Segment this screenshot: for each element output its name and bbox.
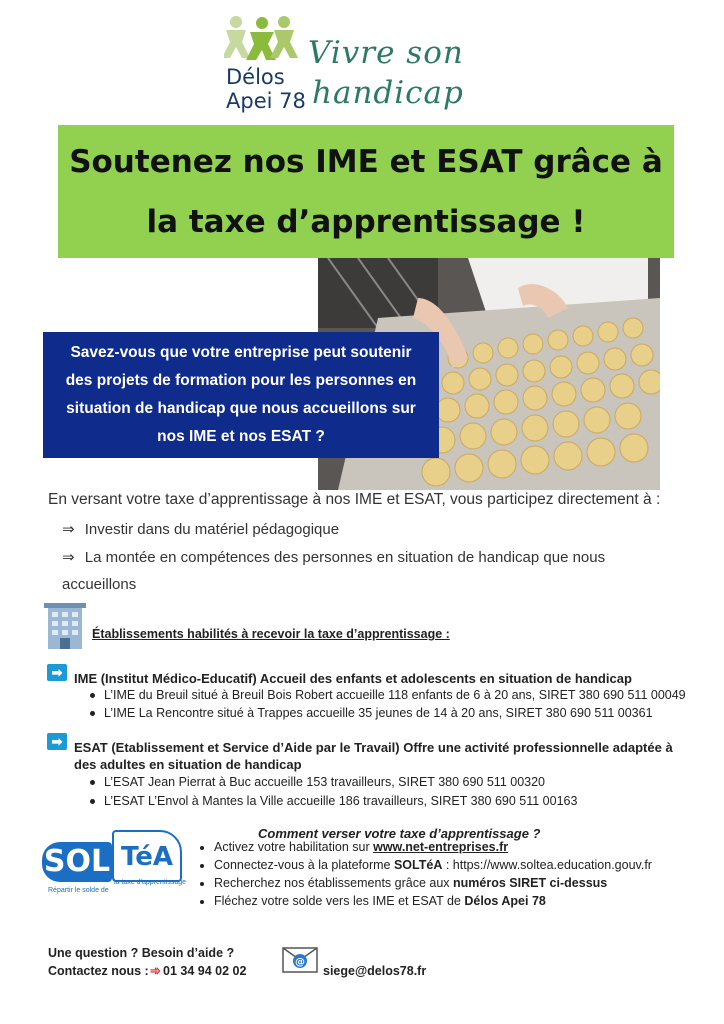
intro-item-text: Investir dans du matériel pédagogique (84, 521, 340, 538)
step-text: : https://www.soltea.education.gouv.fr (442, 858, 652, 872)
headline-line2: la taxe d’apprentissage ! (146, 203, 586, 240)
headline-banner (58, 125, 674, 258)
svg-text:@: @ (295, 957, 305, 968)
establishments-title: Établissements habilités à recevoir la taxe d’apprentissage : (92, 627, 450, 641)
ime-item-text: L’IME La Rencontre situé à Trappes accueille 35 jeunes de 14 à 20 ans, SIRET 380 690 511 00361 (104, 706, 653, 720)
logo-tagline-line1: Vivre son (308, 35, 464, 71)
intro-item-text: La montée en compétences des personnes en situation de handicap que nous (84, 549, 606, 566)
how-to-title: Comment verser votre taxe d’apprentissage ? (258, 826, 541, 841)
question-line: nos IME et nos ESAT ? (157, 428, 325, 445)
footer-question: Une question ? Besoin d’aide ? (48, 946, 235, 960)
phone-number[interactable]: 01 34 94 02 02 (163, 964, 247, 978)
ime-title: IME (Institut Médico-Educatif) Accueil des enfants et adolescents en situation de handicap (74, 671, 632, 686)
esat-item (90, 792, 577, 811)
step-text: Activez votre habilitation sur (214, 840, 374, 854)
bullet (90, 780, 95, 785)
email-address[interactable]: siege@delos78.fr (323, 964, 427, 978)
arrow-right-icon: ➡ (47, 664, 67, 681)
esat-item-text: L’ESAT L’Envol à Mantes la Ville accueille 186 travailleurs, SIRET 380 690 511 00163 (104, 794, 578, 808)
intro-text: En versant votre taxe d’apprentissage à nos IME et ESAT, vous participez directement à : (48, 491, 661, 508)
soltea-left-text: SOL (42, 842, 112, 882)
arrow-right-icon: ➡ (47, 733, 67, 750)
people-figures-icon (224, 14, 304, 64)
phone-icon: ➾ (150, 963, 161, 978)
soltea-right-text: TéA (112, 830, 182, 882)
net-entreprises-link[interactable]: www.net-entreprises.fr (373, 840, 509, 854)
delos-logo (224, 14, 494, 126)
soltea-caption-left: Répartir le solde de (48, 887, 109, 894)
step-text: Fléchez votre solde vers les IME et ESAT de (214, 894, 465, 908)
logo-tagline-line2: handicap (312, 75, 464, 111)
implies-symbol: ⇒ (62, 549, 75, 566)
question-line: situation de handicap que nous accueillons sur (66, 400, 416, 417)
question-line: des projets de formation pour les personnes en (65, 372, 417, 389)
building-icon (44, 603, 86, 649)
intro-item (62, 548, 605, 566)
esat-item-text: L’ESAT Jean Pierrat à Buc accueille 153 travailleurs, SIRET 380 690 511 00320 (104, 775, 546, 789)
esat-item (90, 773, 545, 792)
bullet (90, 799, 95, 804)
logo-org-line2: Apei 78 (226, 89, 306, 113)
soltea-logo (42, 830, 192, 902)
step-bold: Délos Apei 78 (464, 894, 546, 908)
step-item (214, 874, 652, 892)
esat-title-line2: des adultes en situation de handicap (74, 757, 302, 772)
implies-symbol: ⇒ (62, 521, 75, 538)
logo-org-line1: Délos (226, 65, 285, 89)
step-text: Recherchez nos établissements grâce aux (214, 876, 454, 890)
bullet (90, 693, 95, 698)
ime-item-text: L’IME du Breuil situé à Breuil Bois Robert accueille 118 enfants de 6 à 20 ans, SIRET 380 690 511 00049 (104, 688, 686, 702)
step-item (214, 838, 652, 856)
intro-item (62, 520, 339, 538)
esat-title-line1: ESAT (Etablissement et Service d’Aide par le Travail) Offre une activité professionnelle adaptée à (74, 740, 673, 755)
step-text: Connectez-vous à la plateforme (214, 858, 394, 872)
ime-item (90, 686, 686, 705)
step-item (214, 856, 652, 874)
headline-line1: Soutenez nos IME et ESAT grâce à (69, 143, 663, 180)
question-line: Savez-vous que votre entreprise peut soutenir (70, 344, 412, 361)
ime-item (90, 704, 653, 723)
bullet (90, 711, 95, 716)
step-bold: SOLTéA (393, 858, 443, 872)
email-icon (282, 947, 318, 973)
step-item (214, 892, 652, 910)
footer-contact-label: Contactez nous : (48, 964, 149, 978)
step-bold: numéros SIRET ci-dessus (453, 876, 608, 890)
soltea-caption-right: la taxe d’apprentissage (114, 879, 186, 886)
how-to-steps (196, 838, 652, 910)
question-box (43, 332, 439, 458)
intro-continuation: accueillons (62, 576, 137, 593)
